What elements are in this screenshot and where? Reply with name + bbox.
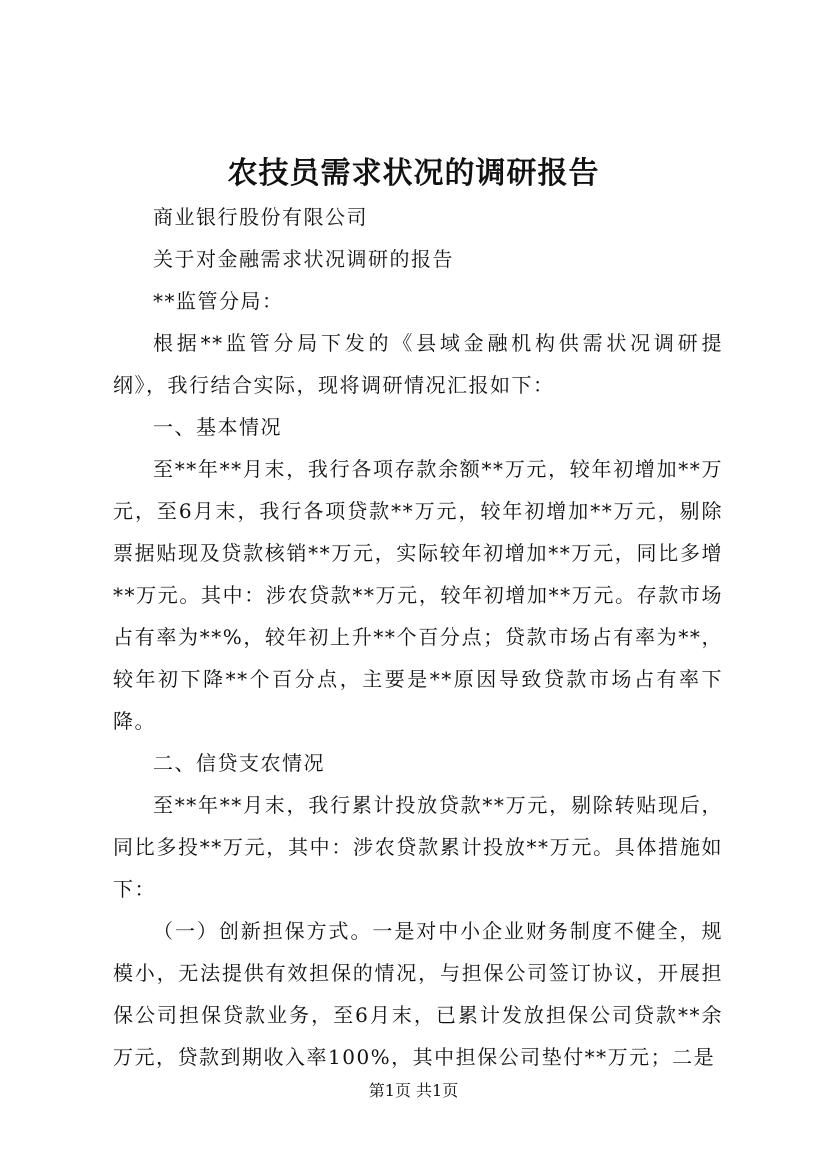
section-heading-basic: 一、基本情况 xyxy=(153,415,282,439)
document-title: 农技员需求状况的调研报告 xyxy=(227,156,600,191)
page-number-footer: 第1页 共1页 xyxy=(368,1081,459,1100)
paragraph-basic-situation: 至**年**月末，我行各项存款余额**万元，较年初增加**万元，至6月末，我行各项贷款**万元，较年初增加**万元，剔除票据贴现及贷款核销**万元，实际较年初增加**万元，同比多增**万元。其中：涉农贷款**万元，较年初增加**万元。存款市场占有率为**%，较年初上升**个百分点；贷款市场占有率为**，较年初下降**个百分点，主要是**原因导致贷款市场占有率下降。 xyxy=(113,457,723,733)
document-body xyxy=(113,196,723,1078)
paragraph-credit-situation: 至**年**月末，我行累计投放贷款**万元，剔除转贴现后，同比多投**万元，其中：涉农贷款累计投放**万元。具体措施如下： xyxy=(113,793,723,901)
section-heading-credit: 二、信贷支农情况 xyxy=(153,751,325,775)
paragraph-bank-name: 商业银行股份有限公司 xyxy=(153,205,368,229)
paragraph-measure-1: （一）创新担保方式。一是对中小企业财务制度不健全，规模小，无法提供有效担保的情况，与担保公司签订协议，开展担保公司担保贷款业务，至6月末，已累计发放担保公司贷款**余万元，贷款到期收入率100%，其中担保公司垫付**万元；二是 xyxy=(113,919,723,1069)
paragraph-intro: 根据**监管分局下发的《县域金融机构供需状况调研提纲》，我行结合实际，现将调研情况汇报如下： xyxy=(113,331,723,397)
paragraph-addressee: **监管分局： xyxy=(153,289,284,313)
paragraph-report-subject: 关于对金融需求状况调研的报告 xyxy=(153,247,454,271)
